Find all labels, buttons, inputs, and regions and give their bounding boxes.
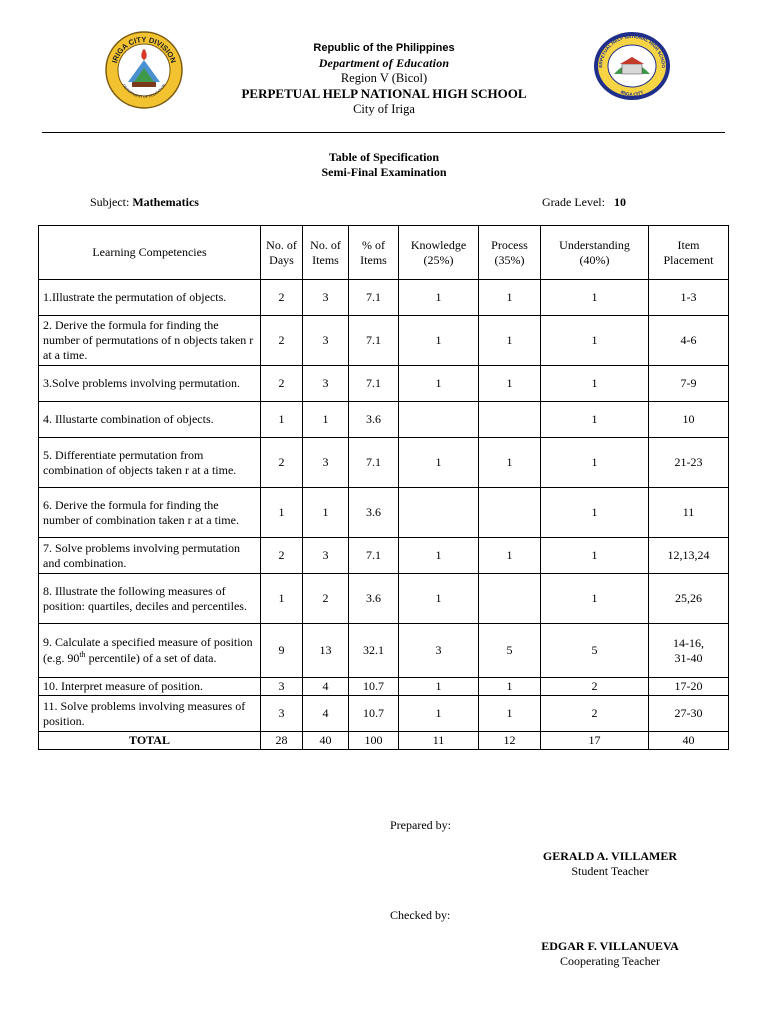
total-items: 40: [303, 732, 349, 750]
percent-cell: 10.7: [349, 696, 399, 732]
knowledge-cell: 1: [399, 316, 479, 366]
days-cell: 3: [261, 678, 303, 696]
knowledge-cell: [399, 488, 479, 538]
items-cell: 3: [303, 316, 349, 366]
understanding-cell: 1: [541, 488, 649, 538]
checked-by-label: Checked by:: [390, 908, 451, 922]
days-cell: 1: [261, 488, 303, 538]
days-cell: 2: [261, 538, 303, 574]
subject-label: Subject:: [90, 195, 130, 209]
total-process: 12: [479, 732, 541, 750]
total-placement: 40: [649, 732, 729, 750]
percent-cell: 7.1: [349, 438, 399, 488]
process-cell: 1: [479, 696, 541, 732]
knowledge-cell: 1: [399, 538, 479, 574]
items-cell: 3: [303, 366, 349, 402]
country-label: Republic of the Philippines: [313, 42, 455, 54]
process-cell: 1: [479, 280, 541, 316]
understanding-cell: 1: [541, 366, 649, 402]
placement-cell: 4-6: [649, 316, 729, 366]
percent-cell: 3.6: [349, 574, 399, 624]
header-placement: Item Placement: [649, 226, 729, 280]
days-cell: 1: [261, 574, 303, 624]
competency-cell: 11. Solve problems involving measures of position.: [39, 696, 261, 732]
placement-cell: 12,13,24: [649, 538, 729, 574]
items-cell: 1: [303, 402, 349, 438]
process-cell: [479, 402, 541, 438]
prepared-by-label: Prepared by:: [390, 818, 451, 832]
total-row: [39, 732, 729, 750]
svg-text:PERPETUAL HELP NATIONAL HIGH S: ERPETUAL HELP NATIONAL HIGH SCHOO: [597, 33, 667, 69]
competency-cell: 8. Illustrate the following measures of position: quartiles, deciles and percentiles.: [39, 574, 261, 624]
table-row: [39, 402, 729, 438]
days-cell: 1: [261, 402, 303, 438]
placement-cell: [649, 624, 729, 678]
svg-text:IRIGA CITY: IRIGA CITY: [619, 89, 645, 98]
table-row: [39, 696, 729, 732]
table-row: [39, 366, 729, 402]
knowledge-cell: [399, 402, 479, 438]
knowledge-cell: 3: [399, 624, 479, 678]
table-row: [39, 438, 729, 488]
document-title: Table of Specification: [328, 150, 440, 164]
knowledge-cell: 1: [399, 574, 479, 624]
competency-cell: 6. Derive the formula for finding the number of combination taken r at a time.: [39, 488, 261, 538]
items-cell: 3: [303, 438, 349, 488]
process-cell: [479, 488, 541, 538]
svg-text:DEPARTMENT OF EDUCATION: DEPARTMENT OF EDUCATION: [121, 83, 167, 100]
specification-table: [38, 225, 729, 750]
document-subtitle: Semi-Final Examination: [321, 165, 447, 179]
table-row: [39, 678, 729, 696]
competency-cell: 3.Solve problems involving permutation.: [39, 366, 261, 402]
placement-cell: 11: [649, 488, 729, 538]
checked-by-role: Cooperating Teacher: [560, 954, 660, 968]
competency-text: percentile) of a set of data.: [85, 651, 217, 665]
placement-cell: 10: [649, 402, 729, 438]
placement-cell: 7-9: [649, 366, 729, 402]
table-row: [39, 624, 729, 678]
items-cell: 4: [303, 696, 349, 732]
header-percent: % of Items: [349, 226, 399, 280]
competency-text: th: [79, 650, 86, 659]
percent-cell: 7.1: [349, 366, 399, 402]
understanding-cell: 1: [541, 280, 649, 316]
understanding-cell: 2: [541, 678, 649, 696]
competency-cell: 5. Differentiate permutation from combination of objects taken r at a time.: [39, 438, 261, 488]
percent-cell: 3.6: [349, 402, 399, 438]
competency-cell: 4. Illustarte combination of objects.: [39, 402, 261, 438]
process-cell: 1: [479, 538, 541, 574]
header-days: No. of Days: [261, 226, 303, 280]
process-cell: 5: [479, 624, 541, 678]
placement-line: 14-16,: [673, 635, 704, 650]
understanding-cell: 1: [541, 402, 649, 438]
items-cell: 4: [303, 678, 349, 696]
header-items: No. of Items: [303, 226, 349, 280]
prepared-by-role: Student Teacher: [571, 864, 649, 878]
department-label: Department of Education: [318, 56, 450, 70]
header-divider: [42, 132, 725, 133]
header-knowledge: Knowledge (25%): [399, 226, 479, 280]
days-cell: 2: [261, 438, 303, 488]
understanding-cell: 1: [541, 316, 649, 366]
days-cell: 2: [261, 280, 303, 316]
days-cell: 2: [261, 316, 303, 366]
knowledge-cell: 1: [399, 696, 479, 732]
header-process: Process (35%): [479, 226, 541, 280]
total-percent: 100: [349, 732, 399, 750]
understanding-cell: 1: [541, 438, 649, 488]
competency-cell: 2. Derive the formula for finding the number of permutations of n objects taken r at a time.: [39, 316, 261, 366]
grade-value: 10: [613, 195, 626, 209]
percent-cell: 10.7: [349, 678, 399, 696]
total-knowledge: 11: [399, 732, 479, 750]
placement-cell: 21-23: [649, 438, 729, 488]
items-cell: 13: [303, 624, 349, 678]
percent-cell: 7.1: [349, 316, 399, 366]
competency-cell: 10. Interpret measure of position.: [39, 678, 261, 696]
region-label: Region V (Bicol): [340, 71, 428, 85]
items-cell: 3: [303, 538, 349, 574]
checked-by-name: EDGAR F. VILLANUEVA: [541, 939, 679, 953]
city-label: City of Iriga: [353, 102, 415, 116]
table-row: [39, 280, 729, 316]
prepared-by-name: GERALD A. VILLAMER: [542, 849, 678, 863]
understanding-cell: 1: [541, 574, 649, 624]
table-row: [39, 488, 729, 538]
table-row: [39, 538, 729, 574]
header-understanding: Understanding (40%): [541, 226, 649, 280]
placement-cell: 17-20: [649, 678, 729, 696]
total-understanding: 17: [541, 732, 649, 750]
subject-field: [90, 195, 199, 210]
placement-cell: 1-3: [649, 280, 729, 316]
days-cell: 2: [261, 366, 303, 402]
header-competencies: Learning Competencies: [39, 226, 261, 280]
process-cell: 1: [479, 678, 541, 696]
subject-value: Mathematics: [132, 195, 199, 209]
competency-cell: [39, 624, 261, 678]
process-cell: [479, 574, 541, 624]
days-cell: 3: [261, 696, 303, 732]
process-cell: 1: [479, 438, 541, 488]
competency-text: 9. Calculate a specified measure of position (e.g. 90: [43, 635, 253, 665]
total-days: 28: [261, 732, 303, 750]
understanding-cell: 2: [541, 696, 649, 732]
process-cell: 1: [479, 316, 541, 366]
placement-cell: 25,26: [649, 574, 729, 624]
days-cell: 9: [261, 624, 303, 678]
table-header-row: [39, 226, 729, 280]
percent-cell: 7.1: [349, 280, 399, 316]
percent-cell: 3.6: [349, 488, 399, 538]
competency-cell: 7. Solve problems involving permutation and combination.: [39, 538, 261, 574]
knowledge-cell: 1: [399, 438, 479, 488]
knowledge-cell: 1: [399, 366, 479, 402]
process-cell: 1: [479, 366, 541, 402]
knowledge-cell: 1: [399, 678, 479, 696]
percent-cell: 7.1: [349, 538, 399, 574]
items-cell: 1: [303, 488, 349, 538]
competency-cell: 1.Illustrate the permutation of objects.: [39, 280, 261, 316]
grade-field: [542, 195, 626, 210]
placement-line: 31-40: [674, 650, 703, 665]
placement-cell: 27-30: [649, 696, 729, 732]
items-cell: 2: [303, 574, 349, 624]
understanding-cell: 5: [541, 624, 649, 678]
understanding-cell: 1: [541, 538, 649, 574]
total-label: TOTAL: [39, 732, 261, 750]
table-row: [39, 316, 729, 366]
school-name: PERPETUAL HELP NATIONAL HIGH SCHOOL: [241, 86, 527, 101]
percent-cell: 32.1: [349, 624, 399, 678]
table-row: [39, 574, 729, 624]
grade-label: Grade Level:: [542, 195, 605, 209]
svg-text:IRIGA CITY DIVISION: IRIGA CITY DIVISION: [109, 34, 178, 65]
knowledge-cell: 1: [399, 280, 479, 316]
items-cell: 3: [303, 280, 349, 316]
